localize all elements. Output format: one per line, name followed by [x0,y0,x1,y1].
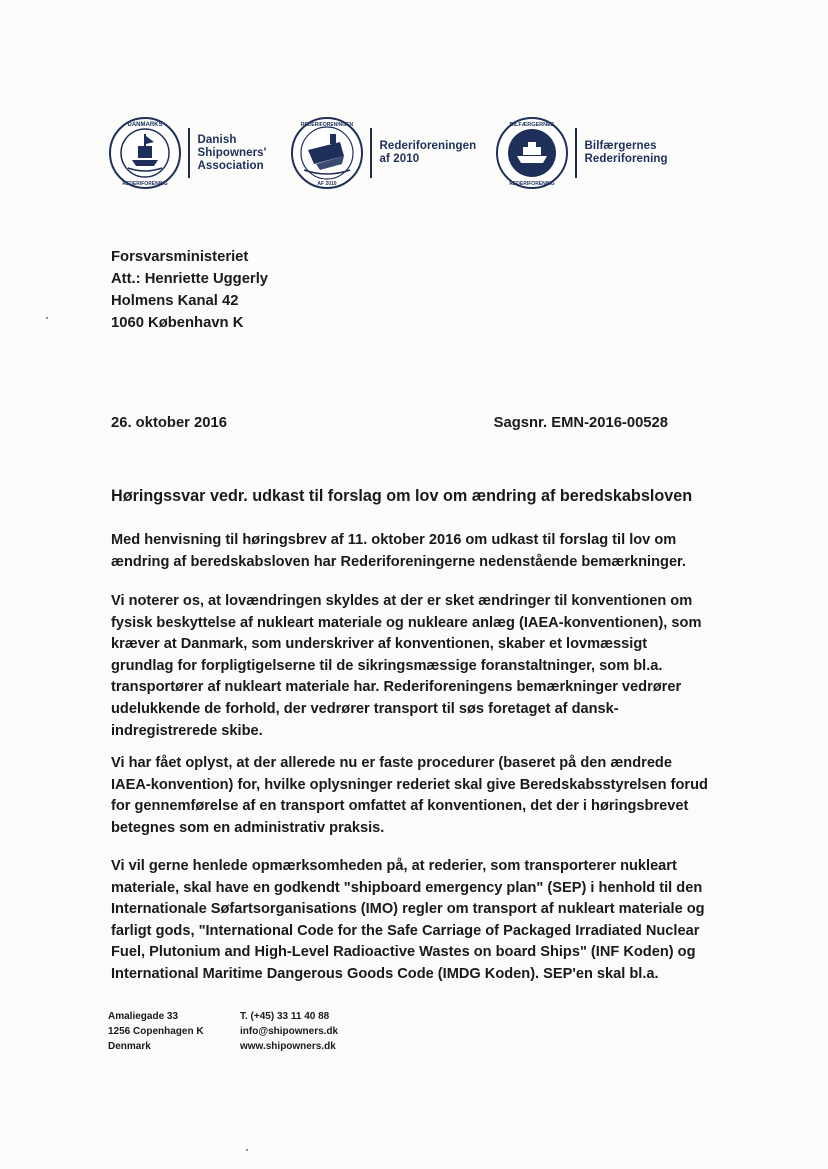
svg-text:AF 2010: AF 2010 [317,181,337,187]
address-line: Forsvarsministeriet [111,249,249,265]
logo-danish-shipowners [108,116,267,190]
caption-line: af 2010 [379,153,420,165]
footer-contact [240,1009,338,1054]
logo-caption [198,134,267,173]
body-paragraph [111,753,708,839]
paragraph-line: IAEA-konvention) for, hvilke oplysninger rederiet skal give Beredskabsstyrelsen forud [111,776,708,793]
paragraph-line: Vi noterer os, at lovændringen skyldes at der er sket ændringer til konventionen om [111,593,693,609]
caption-line: Shipowners' [197,146,267,159]
footer-address [108,1009,204,1054]
paragraph-line: fysisk beskyttelse af nukleart materiale og nukleare anlæg (IAEA-konventionen), som [111,614,702,631]
paragraph-line: transportører af nukleart materiale har. Rederiforeningens bemærkninger vedrører [111,679,682,696]
letter-subject: Høringssvar vedr. udkast til forslag om lov om ændring af beredskabsloven [111,487,693,505]
caption-line: Danish [197,133,237,146]
scan-speck [246,1149,248,1151]
letter-date: 26. oktober 2016 [111,415,227,431]
footer-email[interactable]: info@shipowners.dk [240,1026,339,1037]
paragraph-line: grundlag for forpligtigelserne til de sikringsmæssige foranstaltninger, som bl.a. [111,657,663,674]
body-paragraph [111,530,691,573]
logo-divider [575,128,577,178]
svg-text:REDERIFORENING: REDERIFORENING [509,181,555,187]
paragraph-line: Fuel, Plutonium and High-Level Radioactive Wastes on board Ships" (INF Koden) og [111,944,696,961]
paragraph-line: Med henvisning til høringsbrev af 11. oktober 2016 om udkast til forslag til lov om [111,532,677,548]
paragraph-line: Internationale Søfartsorganisations (IMO) regler om transport af nukleart materiale og [111,901,705,918]
paragraph-line: Vi vil gerne henlede opmærksomheden på, at rederier, som transporterer nukleart [111,858,677,874]
scan-speck [46,317,48,319]
logo-rederiforeningen-2010 [290,116,476,190]
paragraph-line: materiale, skal have en godkendt "shipboard emergency plan" (SEP) i henhold til den [111,879,703,896]
address-line: Att.: Henriette Uggerly [111,271,269,287]
case-number: Sagsnr. EMN-2016-00528 [493,415,668,431]
paragraph-line: betegnes som en administrativ praksis. [111,819,385,836]
paragraph-line: indregistrerede skibe. [111,722,263,739]
rederiforeningen-2010-emblem-icon [290,116,364,190]
bilfaergernes-emblem-icon [495,116,569,190]
svg-text:BILFÆRGERNES: BILFÆRGERNES [509,122,555,128]
svg-text:DANMARKS: DANMARKS [127,122,163,128]
logo-bilfaergernes-rederiforening [495,116,668,190]
paragraph-line: International Maritime Dangerous Goods Code (IMDG Koden). SEP'en skal bl.a. [111,965,659,982]
footer-phone: T. (+45) 33 11 40 88 [240,1011,330,1022]
footer-line: Denmark [108,1041,151,1052]
footer-line: Amaliegade 33 [108,1011,179,1022]
recipient-address [111,246,268,334]
paragraph-line: ændring af beredskabsloven har Rederiforeningerne nedenstående bemærkninger. [111,553,686,570]
body-paragraph [111,856,705,986]
footer-website[interactable]: www.shipowners.dk [240,1041,336,1052]
footer-line: 1256 Copenhagen K [108,1026,204,1037]
address-line: 1060 København K [111,315,244,331]
logo-caption [380,140,477,166]
logo-caption [585,140,668,166]
paragraph-line: kræver at Danmark, som underskriver af konventionen, skaber et lovmæssigt [111,636,648,653]
paragraph-line: for gennemførelse af en transport omfattet af konventionen, det der i høringsbrevet [111,798,689,815]
caption-line: Rederiforeningen [379,140,477,152]
body-paragraph [111,591,702,742]
caption-line: Bilfærgernes [584,140,657,152]
address-line: Holmens Kanal 42 [111,293,239,309]
svg-text:REDERIFORENINGEN: REDERIFORENINGEN [300,122,354,128]
svg-text:REDERIFORENING: REDERIFORENING [122,181,168,187]
caption-line: Association [197,159,264,172]
paragraph-line: udelukkende de forhold, der vedrører transport til søs foretaget af dansk- [111,700,619,717]
paragraph-line: farligt gods, "International Code for the Safe Carriage of Packaged Irradiated Nuclear [111,922,700,939]
danmarks-rederiforening-emblem-icon [108,116,182,190]
logo-divider [188,128,190,178]
logo-divider [370,128,372,178]
caption-line: Rederiforening [584,153,668,165]
paragraph-line: Vi har fået oplyst, at der allerede nu er faste procedurer (baseret på den ændrede [111,755,672,771]
